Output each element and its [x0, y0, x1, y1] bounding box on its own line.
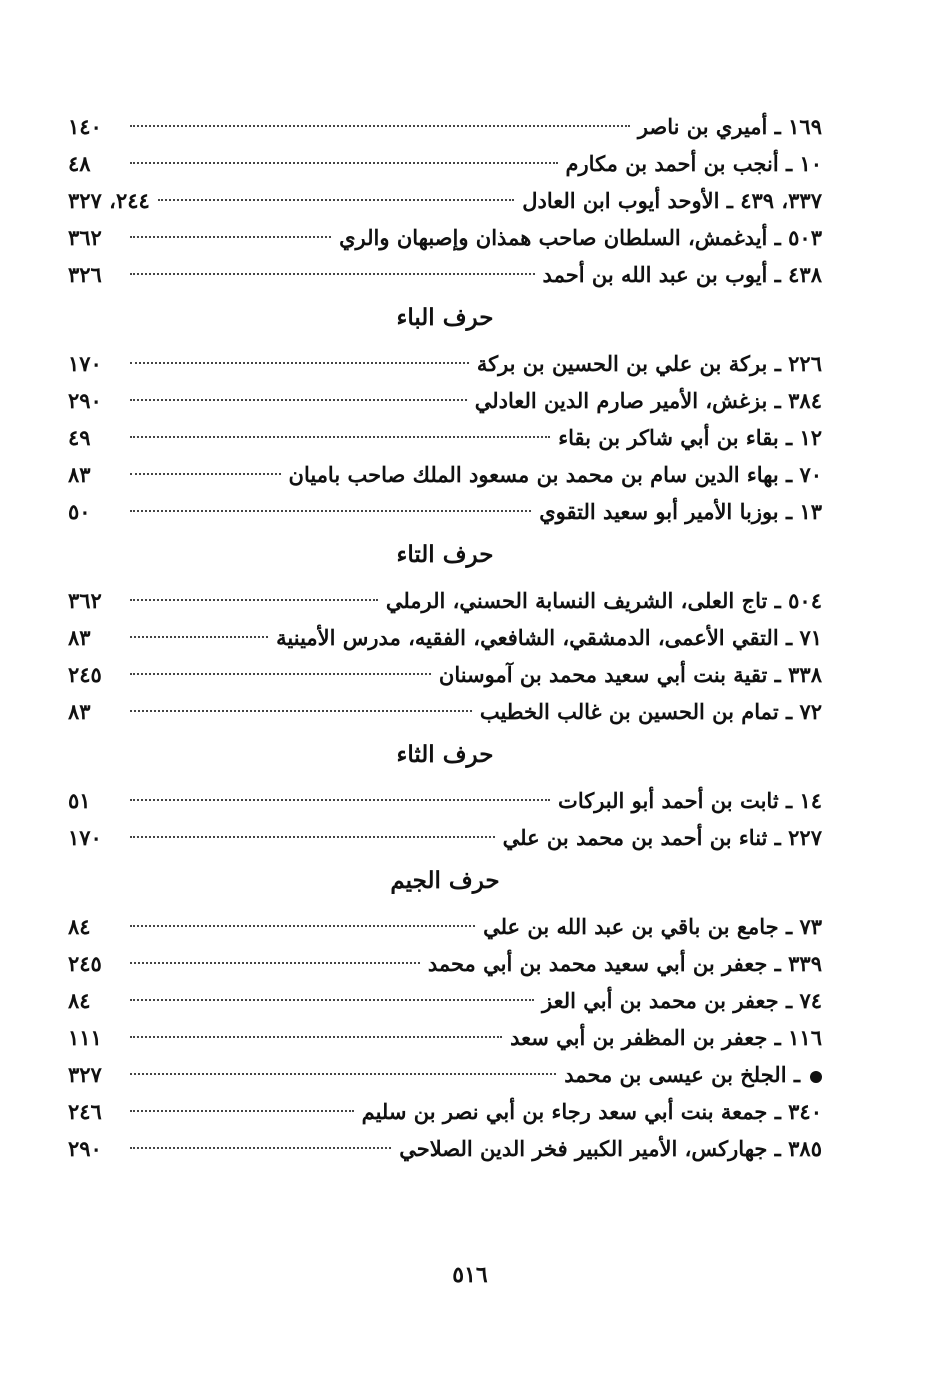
- dot-leader: [130, 399, 467, 401]
- dot-leader: [130, 125, 630, 127]
- entry-pages: ١١١: [68, 1025, 102, 1050]
- entry-name: ٧٠ ـ بهاء الدين سام بن محمد بن مسعود الملك صاحب باميان: [288, 462, 822, 487]
- dot-leader: [130, 836, 495, 838]
- index-entry: [68, 345, 822, 382]
- entry-name: ٣٨٤ ـ بزغش، الأمير صارم الدين العادلي: [474, 388, 822, 413]
- entry-wrap: [362, 1093, 822, 1130]
- index-entry: [68, 1093, 822, 1130]
- entry-pages: ١٤٠: [68, 114, 102, 139]
- entry-wrap: [483, 908, 822, 945]
- index-entry: [68, 1056, 822, 1093]
- entry-wrap: [638, 108, 822, 145]
- index-entry: [68, 819, 822, 856]
- index-entry: [68, 108, 822, 145]
- dot-leader: [130, 636, 268, 638]
- entry-wrap: [539, 493, 822, 530]
- index-entry: [68, 782, 822, 819]
- dot-leader: [130, 362, 469, 364]
- entry-wrap: [477, 345, 822, 382]
- entry-pages: ٤٩: [68, 425, 91, 450]
- index-entry: [68, 619, 822, 656]
- entry-wrap: [289, 456, 822, 493]
- entry-pages: ٨٣: [68, 462, 91, 487]
- entry-pages: ٣٢٦: [68, 262, 102, 287]
- dot-leader: [130, 236, 331, 238]
- index-entry: [68, 693, 822, 730]
- index-entry: [68, 182, 822, 219]
- entry-wrap: [428, 945, 822, 982]
- section-heading: حرف التاء: [396, 541, 494, 568]
- entry-name: ٤٣٨ ـ أيوب بن عبد الله بن أحمد: [542, 262, 822, 287]
- entry-pages: ٨٤: [68, 914, 91, 939]
- entry-wrap: [475, 382, 822, 419]
- section-heading: حرف الجيم: [390, 867, 500, 894]
- entry-pages: ٢٩٠: [68, 388, 102, 413]
- index-entry: [68, 145, 822, 182]
- entry-name: ٣٤٠ ـ جمعة بنت أبي سعد رجاء بن أبي نصر بن سليم: [361, 1099, 822, 1124]
- dot-leader: [130, 510, 531, 512]
- entry-wrap: [276, 619, 822, 656]
- entry-wrap: [564, 1056, 822, 1093]
- section-heading: حرف الثاء: [396, 741, 494, 768]
- index-entry: [68, 1019, 822, 1056]
- entry-name: ٣٣٨ ـ تقية بنت أبي سعيد محمد بن آموسنان: [438, 662, 822, 687]
- dot-leader: [130, 799, 550, 801]
- dot-leader: [130, 162, 558, 164]
- entry-name: ١٣ ـ بوزبا الأمير أبو سعيد التقوي: [539, 499, 822, 524]
- dot-leader: [130, 436, 550, 438]
- entry-wrap: [522, 182, 822, 219]
- entry-wrap: [399, 1130, 822, 1167]
- entry-name: ١٠ ـ أنجب بن أحمد بن مكارم: [565, 151, 822, 176]
- entry-pages: ٢٤٤، ٣٢٧: [68, 188, 150, 213]
- index-entry: [68, 456, 822, 493]
- entry-wrap: [542, 982, 822, 1019]
- index-entry: [68, 256, 822, 293]
- entry-name: ١٦٩ ـ أميري بن ناصر: [637, 114, 822, 139]
- dot-leader: [130, 599, 378, 601]
- entry-name: ٧٤ ـ جعفر بن محمد بن أبي العز: [542, 988, 822, 1013]
- dot-leader: [130, 673, 431, 675]
- entry-pages: ٨٣: [68, 699, 91, 724]
- entry-name: ـ الجلخ بن عيسى بن محمد: [564, 1062, 800, 1087]
- entry-pages: ١٧٠: [68, 351, 102, 376]
- index-entry: [68, 945, 822, 982]
- entry-pages: ٣٦٢: [68, 225, 102, 250]
- bullet-icon: [810, 1071, 822, 1083]
- entry-pages: ٢٤٥: [68, 662, 102, 687]
- index-entry: [68, 219, 822, 256]
- dot-leader: [130, 1110, 354, 1112]
- dot-leader: [130, 273, 535, 275]
- index-entry: [68, 419, 822, 456]
- entry-wrap: [510, 1019, 822, 1056]
- entry-pages: ٢٤٦: [68, 1099, 102, 1124]
- dot-leader: [130, 1036, 502, 1038]
- entry-name: ٢٢٧ ـ ثناء بن أحمد بن محمد بن علي: [502, 825, 822, 850]
- entry-wrap: [543, 256, 822, 293]
- entry-pages: ٥٠: [68, 499, 91, 524]
- index-entry: [68, 982, 822, 1019]
- entry-pages: ٣٢٧: [68, 1062, 102, 1087]
- entry-wrap: [480, 693, 822, 730]
- index-list: [68, 108, 822, 1167]
- entry-pages: ٢٤٥: [68, 951, 102, 976]
- entry-name: ١١٦ ـ جعفر بن المظفر بن أبي سعد: [510, 1025, 822, 1050]
- entry-name: ٧٢ ـ تمام بن الحسين بن غالب الخطيب: [479, 699, 822, 724]
- index-entry: [68, 1130, 822, 1167]
- dot-leader: [130, 1147, 391, 1149]
- entry-pages: ٥١: [68, 788, 91, 813]
- dot-leader: [130, 710, 472, 712]
- index-entry: [68, 656, 822, 693]
- entry-pages: ٣٦٢: [68, 588, 102, 613]
- entry-name: ٣٣٩ ـ جعفر بن أبي سعيد محمد بن أبي محمد: [427, 951, 822, 976]
- entry-name: ٧٣ ـ جامع بن باقي بن عبد الله بن علي: [483, 914, 822, 939]
- index-entry: [68, 382, 822, 419]
- index-entry: [68, 908, 822, 945]
- entry-wrap: [558, 419, 822, 456]
- entry-name: ٥٠٣ ـ أيدغمش، السلطان صاحب همذان وإصبهان والري: [339, 225, 822, 250]
- entry-wrap: [503, 819, 822, 856]
- entry-wrap: [386, 582, 822, 619]
- dot-leader: [130, 1073, 556, 1075]
- entry-pages: ٨٣: [68, 625, 91, 650]
- dot-leader: [130, 999, 534, 1001]
- entry-wrap: [339, 219, 822, 256]
- index-entry: [68, 582, 822, 619]
- dot-leader: [130, 925, 475, 927]
- section-heading: حرف الباء: [396, 304, 494, 331]
- entry-wrap: [566, 145, 822, 182]
- page-number: ٥١٦: [452, 1262, 488, 1288]
- entry-pages: ٤٨: [68, 151, 91, 176]
- entry-name: ٣٨٥ ـ جهاركس، الأمير الكبير فخر الدين الصلاحي: [399, 1136, 822, 1161]
- dot-leader: [130, 962, 420, 964]
- entry-name: ٢٢٦ ـ بركة بن علي بن الحسين بن بركة: [476, 351, 822, 376]
- entry-pages: ٢٩٠: [68, 1136, 102, 1161]
- entry-wrap: [558, 782, 822, 819]
- entry-name: ٧١ ـ التقي الأعمى، الدمشقي، الشافعي، الفقيه، مدرس الأمينية: [276, 625, 822, 650]
- entry-name: ٥٠٤ ـ تاج العلى، الشريف النسابة الحسني، الرملي: [385, 588, 822, 613]
- entry-name: ٣٣٧، ٤٣٩ ـ الأوحد أيوب ابن العادل: [522, 188, 822, 213]
- index-entry: [68, 493, 822, 530]
- entry-wrap: [439, 656, 822, 693]
- entry-pages: ١٧٠: [68, 825, 102, 850]
- dot-leader: [158, 199, 514, 201]
- entry-pages: ٨٤: [68, 988, 91, 1013]
- entry-name: ١٤ ـ ثابت بن أحمد أبو البركات: [558, 788, 822, 813]
- entry-name: ١٢ ـ بقاء بن أبي شاكر بن بقاء: [558, 425, 822, 450]
- dot-leader: [130, 473, 281, 475]
